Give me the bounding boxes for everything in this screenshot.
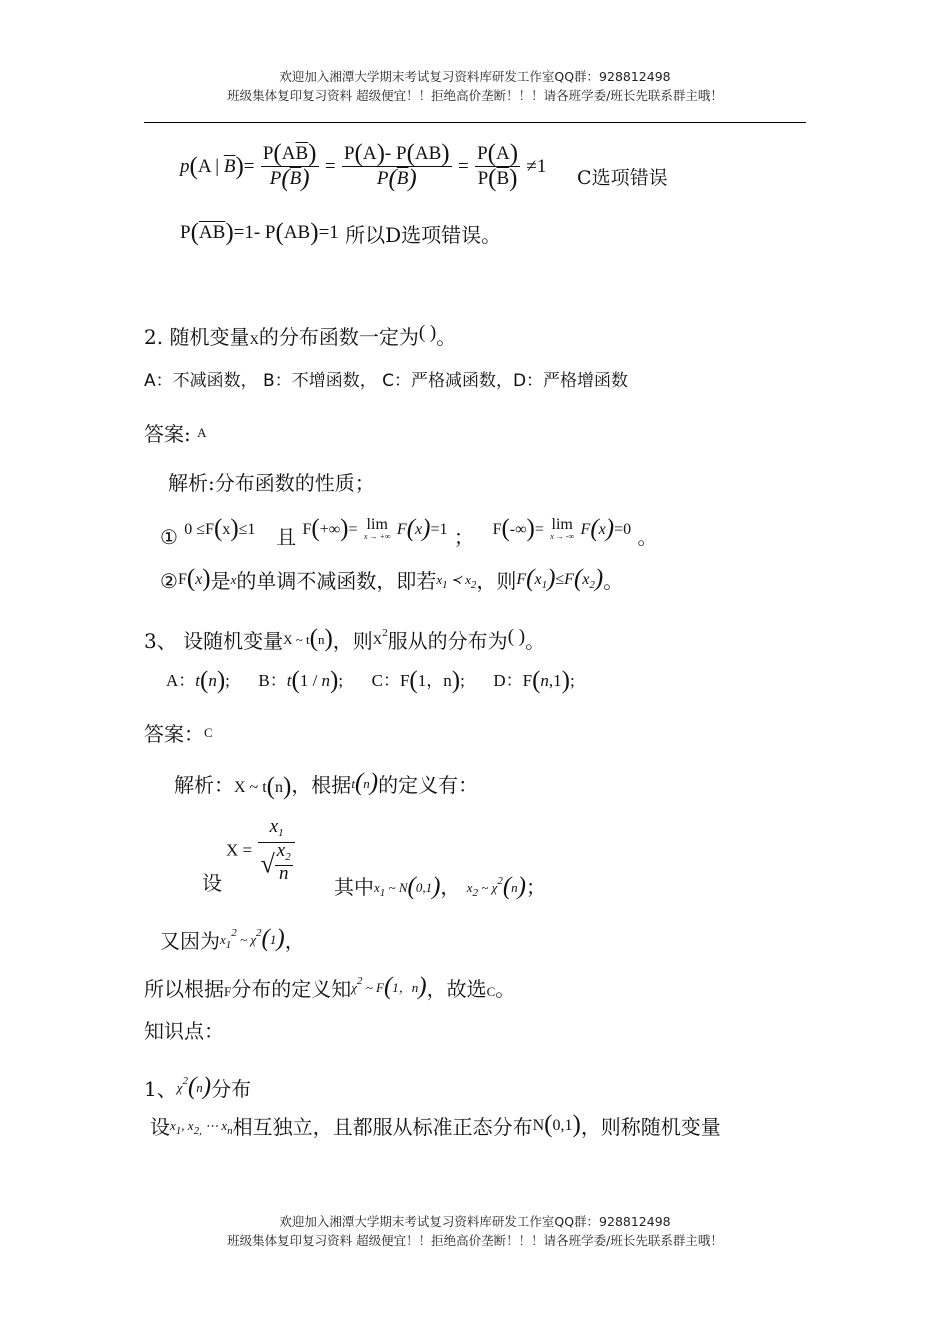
question-2-stem: 2. 随机变量X的分布函数一定为( )。 <box>144 322 457 349</box>
property-1: ① 0 ≤F(x)≤1 且 F(+∞)= lim x → +∞ F(x)=1 ； F(-∞)= lim x → -∞ F(x)=0 。 <box>160 515 658 549</box>
conclusion-line: 所以根据F分布的定义知$^{\chi^2 \sim F(1,n)}$，故选C。 <box>144 973 516 1001</box>
property-2: ②$^{F(x)}$是$^x$的单调不减函数，即若$^{x_1 ≺ x_2}$，则$^{F(x_1)\le F(x_2)}$。 <box>160 565 624 593</box>
question-3-options: A：t(n); B：t(1 / n); C：F(1，n); D：F(n,1); <box>166 667 575 694</box>
let-line: 设 <box>202 871 222 895</box>
question-2-options: A：不减函数， B：不增函数， C：严格减函数，D：严格增函数 <box>144 371 629 391</box>
c-option-wrong: C选项错误 <box>577 167 668 189</box>
question-2-answer: 答案: $^A$ <box>144 422 207 446</box>
t-definition-formula: X = $x_1$ √ $\frac{x_2}{n}$ <box>226 818 295 882</box>
d-option-wrong: 所以D选项错误。 <box>345 223 502 247</box>
where-line: 其中$x_1$ ~ N(0,1)， $x_2$ ~ $\chi^2(n)$； <box>334 873 546 900</box>
header-line-1: 欢迎加入湘潭大学期末考试复习资料库研发工作室QQ群：928812498 <box>279 69 671 84</box>
footer-line-2: 班级集体复印复习资料 超级便宜！！拒绝高价垄断！！！请各班学委/班长先联系群主哦！ <box>227 1233 723 1248</box>
knowledge-item-1: 1、$^{\chi^2(n)}$分布 <box>144 1073 252 1101</box>
formula-complement: $P(\overline{AB})=1-$ P(AB)=1 所以D选项错误。 <box>180 219 502 247</box>
knowledge-title: 知识点： <box>144 1019 224 1043</box>
also-line: 又因为$^{x_1^2 \sim \chi^2(1)}$， <box>160 925 305 953</box>
question-3-stem: 3、 设随机变量$^{X \sim t(n)}$，则$^{X^2}$服从的分布为( )。 <box>144 625 546 653</box>
question-2-analysis: 解析:分布函数的性质； <box>168 471 375 495</box>
knowledge-item-1-text: 设$^{x_1, x_{2,} \cdots x_n}$相互独立，且都服从标准正态分布$^{N(0,1)}$，则称随机变量 <box>150 1111 721 1139</box>
question-3-analysis: 解析：X ~ t(n)，根据$^{t(n)}$的定义有： <box>174 769 479 800</box>
page-header <box>0 67 950 105</box>
formula-conditional-prob: p(A | $\overline{B})=$ $\frac{P(A\overline{B})}{P(\overline{B})}$ = $\frac{P(A)- P(AB)}{P(\overline{B})}$ = $\frac{P(A)}{P(\overline{B})}$ ≠1 C选项错误 <box>180 140 668 192</box>
header-rule <box>144 122 806 123</box>
question-3-answer: 答案：$^C$ <box>144 722 213 746</box>
header-line-2: 班级集体复印复习资料 超级便宜！！拒绝高价垄断！！！请各班学委/班长先联系群主哦！ <box>227 88 723 103</box>
page-footer <box>0 1212 950 1250</box>
footer-line-1: 欢迎加入湘潭大学期末考试复习资料库研发工作室QQ群：928812498 <box>279 1214 671 1229</box>
